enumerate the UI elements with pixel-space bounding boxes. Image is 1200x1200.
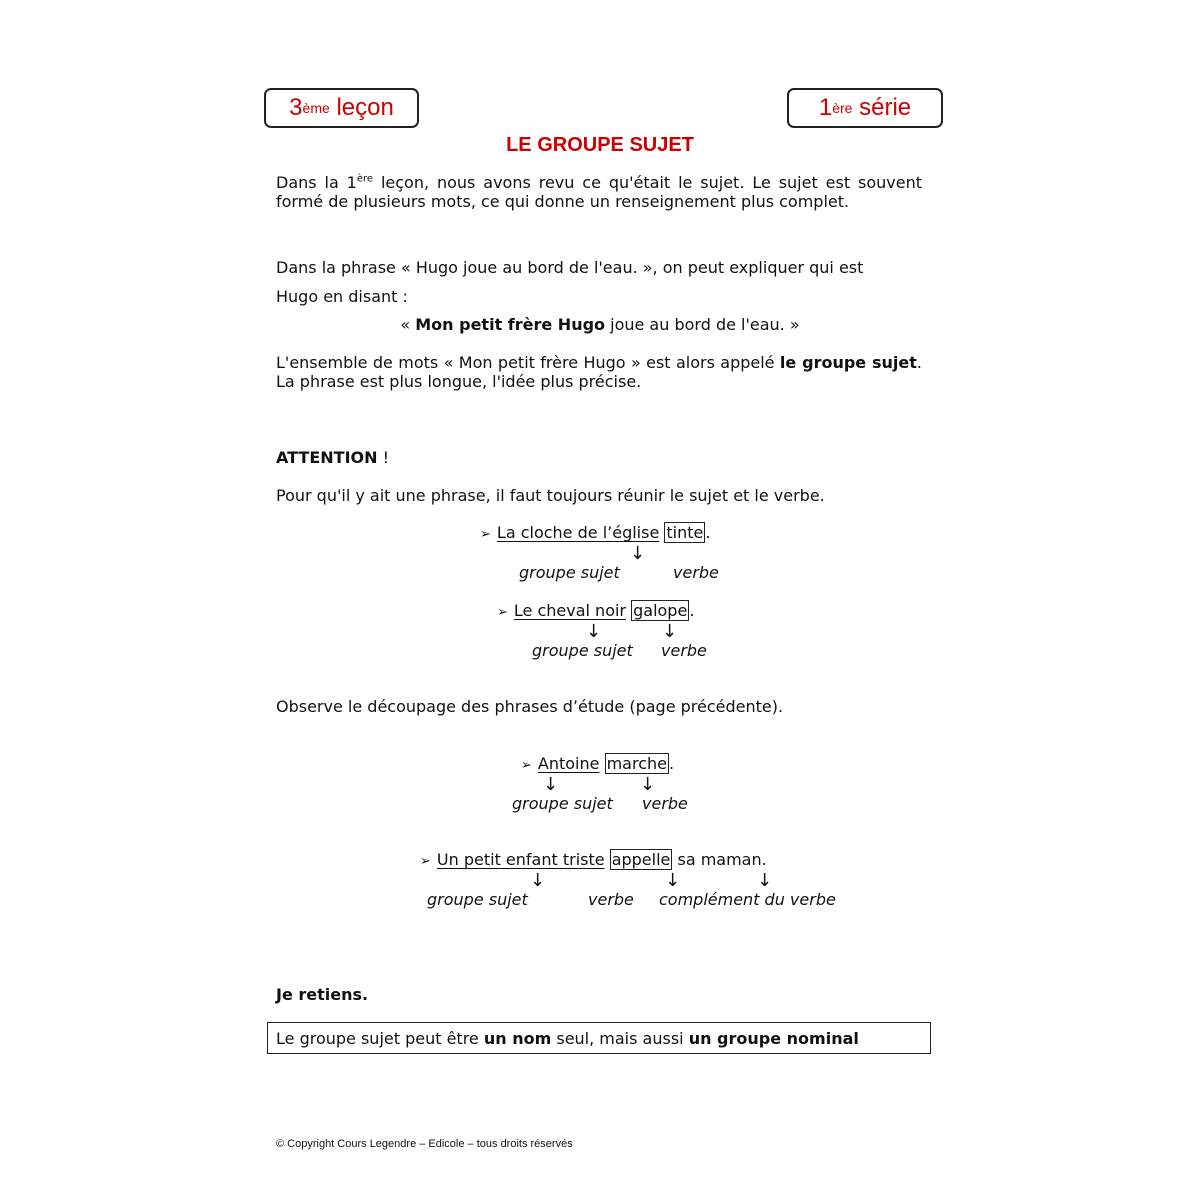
rule-sentence: Pour qu'il y ait une phrase, il faut toujours réunir le sujet et le verbe. <box>276 486 825 505</box>
quote-bold: Mon petit frère Hugo <box>415 315 606 334</box>
subject-1: La cloche de l’église <box>496 523 660 542</box>
series-tag: 1 ère série <box>787 88 943 128</box>
down-arrow-icon: ↓ <box>757 870 773 891</box>
subject-4: Un petit enfant triste <box>436 850 605 869</box>
down-arrow-icon: ↓ <box>640 774 656 795</box>
label-groupe-sujet-1: groupe sujet <box>519 563 620 582</box>
down-arrow-icon: ↓ <box>543 774 559 795</box>
example-sentence-3 <box>521 754 674 773</box>
quote-open: « <box>400 315 416 334</box>
label-verbe-3: verbe <box>642 794 688 813</box>
label-groupe-sujet-4: groupe sujet <box>427 890 528 909</box>
copyright-footer: © Copyright Cours Legendre – Edicole – tous droits réservés <box>276 1138 573 1150</box>
series-word: série <box>859 94 912 121</box>
ensemble-paragraph <box>276 353 922 391</box>
verb-1: tinte <box>666 523 704 542</box>
lesson-tag: 3 ème leçon <box>264 88 419 128</box>
example-quote <box>0 315 1200 334</box>
intro-text-b: leçon, nous avons revu ce qu'était le sujet. Le sujet est souvent formé de plusieurs mots, ce qui donne un renseignement plus complet. <box>276 173 922 211</box>
attention-bold: ATTENTION <box>276 448 378 467</box>
intro-sup: ère <box>356 173 374 185</box>
attention-rest: ! <box>377 448 390 467</box>
end-1: . <box>705 523 711 542</box>
label-verbe-4: verbe <box>588 890 634 909</box>
down-arrow-icon: ↓ <box>665 870 681 891</box>
end-3: . <box>668 754 675 773</box>
retiens-text-c: seul, mais aussi <box>551 1028 689 1048</box>
verb-4: appelle <box>611 850 671 869</box>
end-2: . <box>689 601 695 620</box>
retiens-box <box>267 1022 931 1054</box>
retiens-heading: Je retiens. <box>276 985 369 1004</box>
page-title: LE GROUPE SUJET <box>506 134 694 156</box>
down-arrow-icon: ↓ <box>530 870 546 891</box>
lesson-word: leçon <box>336 94 394 121</box>
subject-2: Le cheval noir <box>513 601 627 620</box>
label-groupe-sujet-2: groupe sujet <box>532 641 633 660</box>
example-intro-line2: Hugo en disant : <box>276 287 408 306</box>
example-sentence-2 <box>497 601 694 620</box>
down-arrow-icon: ↓ <box>630 543 646 564</box>
retiens-bold-1: un nom <box>483 1028 552 1048</box>
verb-2: galope <box>633 601 688 620</box>
example-intro-line1: Dans la phrase « Hugo joue au bord de l'eau. », on peut expliquer qui est <box>276 258 864 277</box>
example-sentence-4 <box>420 850 767 869</box>
label-complement-4: complément du verbe <box>659 890 836 909</box>
label-groupe-sujet-3: groupe sujet <box>512 794 613 813</box>
attention-heading <box>276 448 922 467</box>
intro-text-a: Dans la 1 <box>276 173 357 192</box>
verb-3: marche <box>606 754 667 773</box>
down-arrow-icon: ↓ <box>586 621 602 642</box>
intro-paragraph <box>276 173 922 211</box>
ensemble-text-b: . La phrase est plus longue, l'idée plus précise. <box>276 353 923 391</box>
retiens-text <box>276 1029 859 1048</box>
retiens-text-a: Le groupe sujet peut être <box>276 1028 484 1048</box>
example-sentence-1 <box>480 523 710 542</box>
observe-sentence: Observe le découpage des phrases d’étude (page précédente). <box>276 697 784 716</box>
end-4: sa maman. <box>672 850 767 869</box>
down-arrow-icon: ↓ <box>662 621 678 642</box>
ensemble-text-a: L'ensemble de mots « Mon petit frère Hugo » est alors appelé <box>276 353 780 372</box>
series-number: 1 <box>818 94 833 121</box>
subject-3: Antoine <box>537 754 600 773</box>
quote-rest: joue au bord de l'eau. » <box>605 315 800 334</box>
bullet-arrow-icon: ➢ <box>420 854 431 869</box>
bullet-arrow-icon: ➢ <box>497 605 508 620</box>
retiens-bold-2: un groupe nominal <box>688 1028 859 1048</box>
bullet-arrow-icon: ➢ <box>521 758 532 773</box>
ensemble-bold: le groupe sujet <box>779 353 917 372</box>
bullet-arrow-icon: ➢ <box>480 527 491 542</box>
label-verbe-2: verbe <box>661 641 707 660</box>
lesson-number: 3 <box>289 94 303 121</box>
label-verbe-1: verbe <box>673 563 719 582</box>
